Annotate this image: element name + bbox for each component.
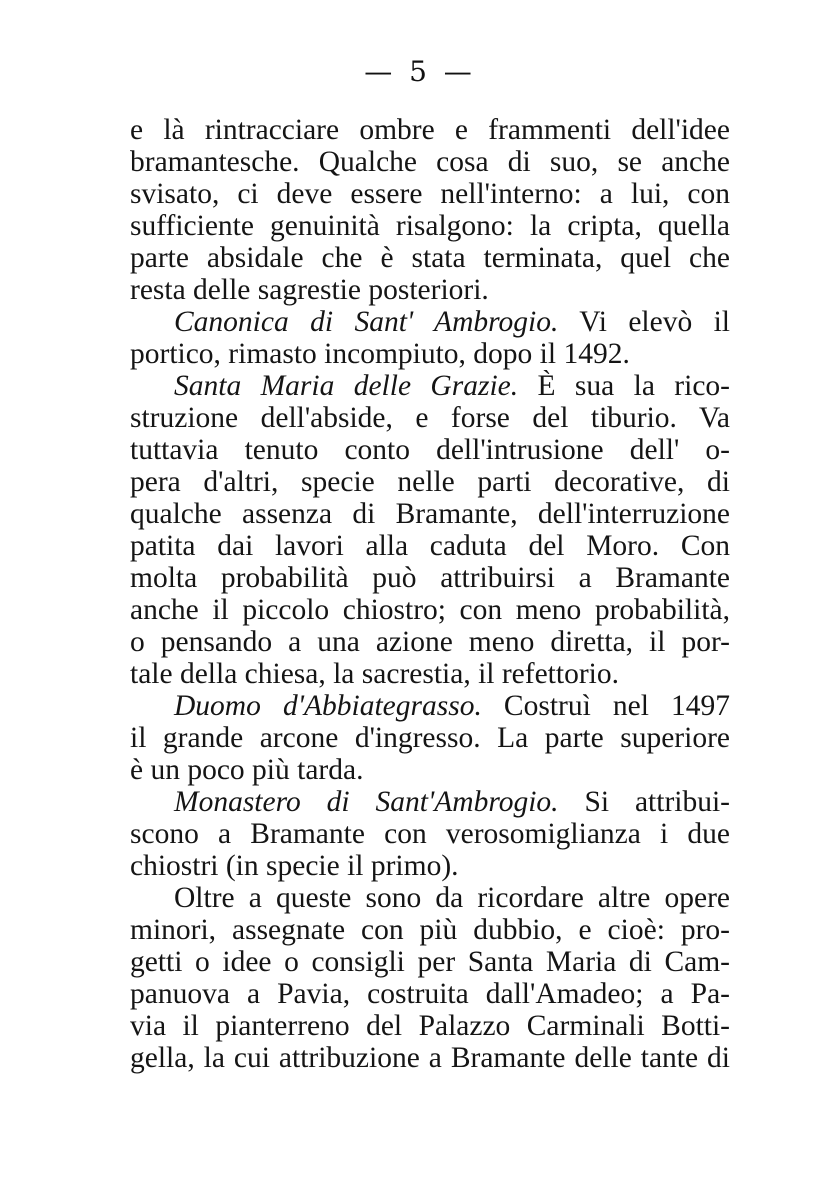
text-line: il grande arcone d'ingresso. La parte superiore [130,722,730,754]
text-line: patita dai lavori alla caduta del Moro. Con [130,530,730,562]
entry-line: Duomo d'Abbiategrasso. Costruì nel 1497 [174,690,730,722]
text-line: parte absidale che è stata terminata, quel che [130,242,730,274]
text-line: pera d'altri, specie nelle parti decorative, di [130,466,730,498]
entry-line: Canonica di Sant' Ambrogio. Vi elevò il [174,306,730,338]
entry-heading: Duomo d'Abbiategrasso. [174,690,482,722]
text-line: via il pianterreno del Palazzo Carminali Botti- [130,1010,730,1042]
text-line: qualche assenza di Bramante, dell'interruzione [130,498,730,530]
text-line: minori, assegnate con più dubbio, e cioè: pro- [130,914,730,946]
text-line: getti o idee o consigli per Santa Maria di Cam- [130,946,730,978]
text-line: struzione dell'abside, e forse del tiburio. Va [130,402,730,434]
page-number: — 5 — [364,55,476,88]
entry-heading: Canonica di Sant' Ambrogio. [174,306,559,338]
text-line: chiostri (in specie il primo). [130,850,459,882]
text-line: svisato, ci deve essere nell'interno: a lui, con [130,178,730,210]
entry-heading: Monastero di Sant'Ambrogio. [174,786,559,818]
entry-line: Santa Maria delle Grazie. È sua la rico- [174,370,730,402]
entry-heading: Santa Maria delle Grazie. [174,370,519,402]
text-line: molta probabilità può attribuirsi a Bramante [130,562,730,594]
paragraph-first-line: Oltre a queste sono da ricordare altre opere [174,882,730,914]
text-line: tale della chiesa, la sacrestia, il refettorio. [130,658,619,690]
text-line: gella, la cui attribuzione a Bramante delle tante di [130,1042,730,1074]
text-line: sufficiente genuinità risalgono: la cripta, quella [130,210,730,242]
text-line: e là rintracciare ombre e frammenti dell'idee [130,114,730,146]
text-line: o pensando a una azione meno diretta, il por- [130,626,730,658]
text-line: scono a Bramante con verosomiglianza i due [130,818,730,850]
text-line: resta delle sagrestie posteriori. [130,274,489,306]
body-text [130,114,730,1074]
text-line: tuttavia tenuto conto dell'intrusione dell' o- [130,434,730,466]
text-line: è un poco più tarda. [130,754,364,786]
entry-line: Monastero di Sant'Ambrogio. Si attribui- [174,786,730,818]
text-line: anche il piccolo chiostro; con meno probabilità, [130,594,730,626]
text-line: portico, rimasto incompiuto, dopo il 1492. [130,338,630,370]
text-line: bramantesche. Qualche cosa di suo, se anche [130,146,730,178]
text-line: panuova a Pavia, costruita dall'Amadeo; a Pa- [130,978,730,1010]
